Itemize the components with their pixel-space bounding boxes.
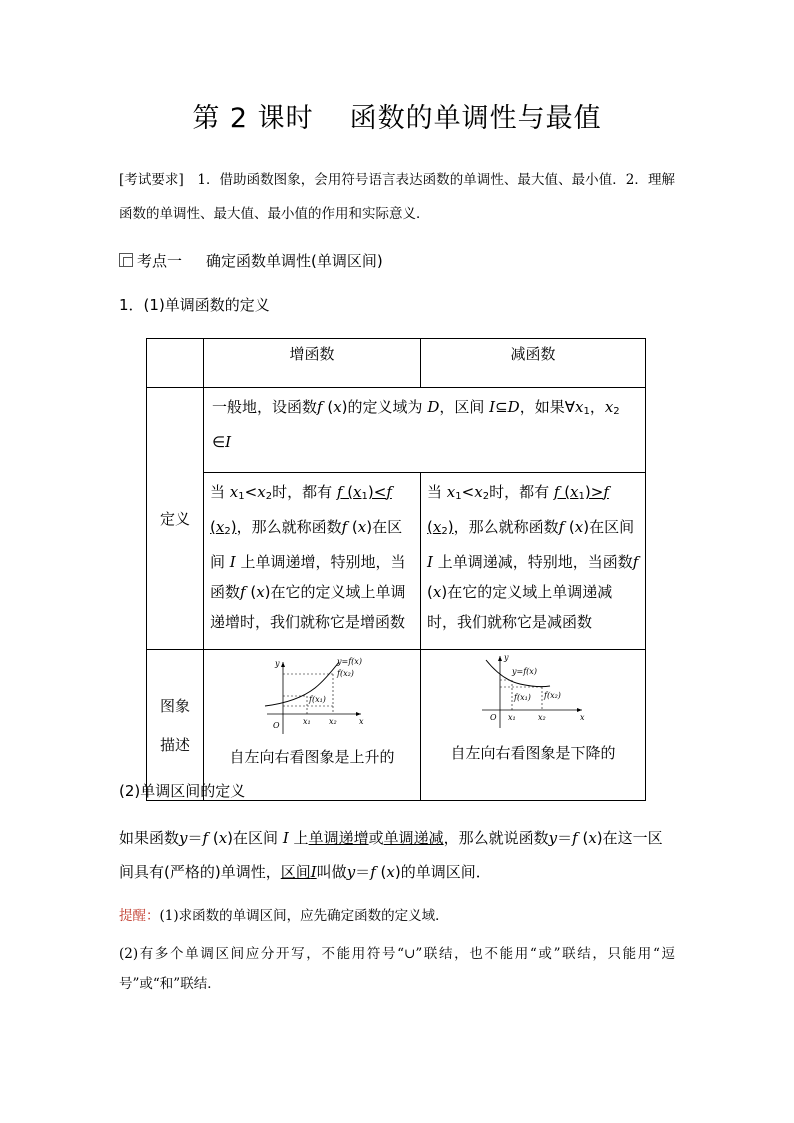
svg-text:x₁: x₁ (508, 713, 516, 722)
svg-text:y=f(x): y=f(x) (512, 667, 537, 676)
interval-definition: 如果函数y＝f (x)在区间 I 上单调递增或单调递减，那么就说函数y＝f (x)在这一区间具有(严格的)单调性，区间I叫做y＝f (x)的单调区间． (119, 829, 663, 881)
svg-text:f(x₁): f(x₁) (309, 695, 326, 704)
general-condition: 一般地，设函数f (x)的定义域为 D，区间 I⊆D，如果$\forall x_1$，$x_2$ ∈I (204, 388, 646, 473)
svg-text:y: y (275, 659, 280, 668)
exam-requirement: [考试要求] 1．借助函数图象，会用符号语言表达函数的单调性、最大值、最小值．2．理解函数的单调性、最大值、最小值的作用和实际意义． (119, 172, 675, 222)
row-label-definition: 定义 (147, 388, 204, 650)
table-corner (147, 339, 204, 388)
kaodian-heading: 考点一 确定函数单调性(单调区间) (119, 250, 383, 271)
caption-increasing: 自左向右看图象是上升的 (229, 748, 395, 766)
svg-text:f(x₂): f(x₂) (544, 691, 561, 700)
definition-increasing: 当 $x_1<x_2$时，都有 f $(x_1)<f$ $(x_2)$，那么就称函数f (x)在区间 I 上单调递增，特别地，当函数f (x)在它的定义域上单调递增时，我们就称它是增函数 (204, 473, 421, 650)
svg-text:x: x (580, 713, 585, 722)
monotonic-definition-table (146, 338, 646, 801)
increasing-graph (257, 656, 367, 736)
page-title (0, 96, 794, 135)
header-decreasing: 减函数 (421, 339, 646, 388)
svg-text:x₂: x₂ (538, 713, 546, 722)
section-2-heading: (2)单调区间的定义 (119, 782, 246, 800)
svg-text:f(x₁): f(x₁) (514, 693, 531, 702)
lesson-number: 第 2 课时 (192, 103, 314, 134)
section-icon (119, 253, 133, 267)
svg-text:x: x (359, 717, 364, 726)
lesson-topic: 函数的单调性与最值 (349, 103, 602, 134)
svg-text:y: y (504, 653, 509, 662)
svg-text:O: O (490, 713, 497, 722)
graph-decreasing-cell (421, 650, 646, 801)
caption-decreasing: 自左向右看图象是下降的 (450, 744, 616, 762)
svg-text:f(x₂): f(x₂) (337, 669, 354, 678)
svg-text:O: O (273, 721, 280, 730)
svg-text:x₁: x₁ (303, 717, 311, 726)
header-increasing: 增函数 (204, 339, 421, 388)
svg-text:x₂: x₂ (329, 717, 337, 726)
tip-note: 提醒：(1)求函数的单调区间，应先确定函数的定义域． (119, 908, 449, 924)
graph-increasing-cell (204, 650, 421, 801)
definition-decreasing: 当 $x_1<x_2$时，都有 f $(x_1)>f$ $(x_2)$，那么就称函数f (x)在区间 I 上单调递减，特别地，当函数f (x)在它的定义域上单调递减时，我们就称它是减函数 (421, 473, 646, 650)
section-1-heading: 1．(1)单调函数的定义 (119, 296, 270, 314)
decreasing-graph (478, 652, 588, 732)
tip-label: 提醒： (119, 908, 160, 924)
tip-note-2: (2)有多个单调区间应分开写，不能用符号“∪”联结，也不能用“或”联结，只能用“逗号”或“和”联结． (119, 946, 675, 992)
svg-text:y=f(x): y=f(x) (337, 657, 362, 666)
row-label-graph: 图象 描述 (147, 650, 204, 801)
